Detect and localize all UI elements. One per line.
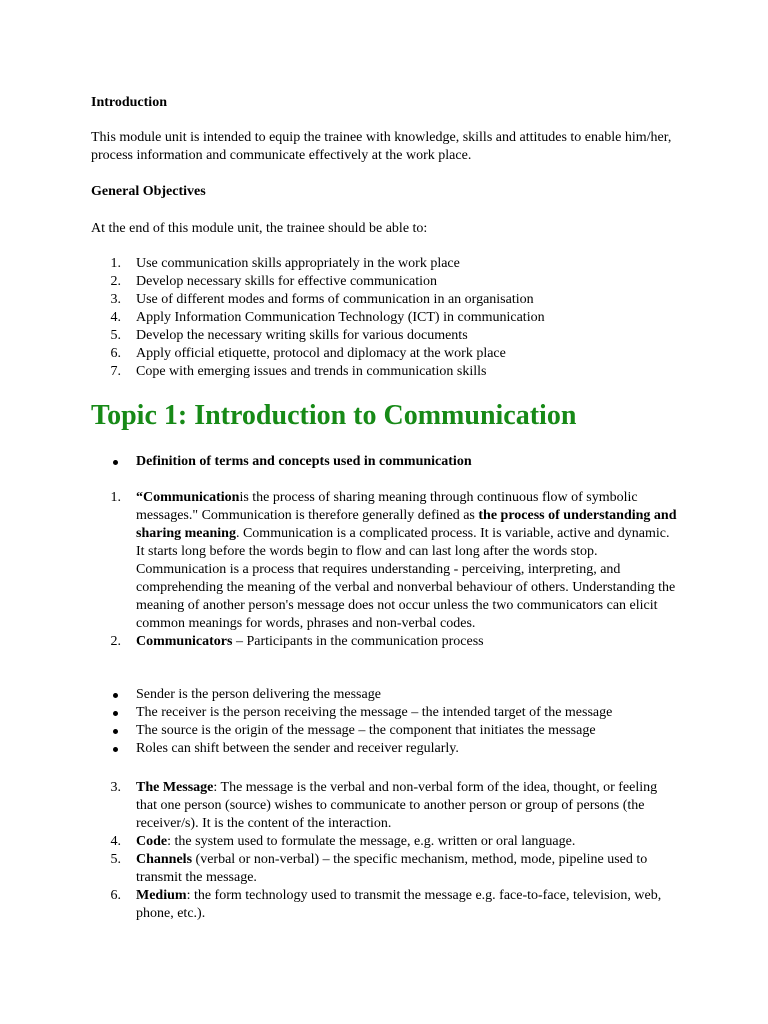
list-item: 2. Develop necessary skills for effective communication [110, 274, 438, 289]
list-item: 7. Cope with emerging issues and trends in communication skills [110, 364, 487, 379]
bullet-icon [113, 711, 118, 716]
list-item: 2. Communicators – Participants in the communication process [110, 634, 484, 649]
list-item: Sender is the person delivering the message [91, 686, 681, 704]
list-item: 3. The Message: The message is the verbal and non-verbal form of the idea, thought, or feeling that one person (source) wishes to communicate to another person or group of persons (the receiver/s). It is the content of the interaction. [110, 780, 658, 831]
list-item: 4. Apply Information Communication Technology (ICT) in communication [110, 310, 545, 325]
list-item: 1. “Communicationis the process of sharing meaning through continuous flow of symbolic messages." Communication is therefore generally defined as the process of understanding and sharing meaning. Communication is a complicated process. It is variable, active and dynamic. It starts long before the words begin to flow and can last long after the words stop. Communication is a process that requires understanding - perceiving, interpreting, and comprehending the meaning of the verbal and nonverbal behaviour of others. Understanding the meaning of another person's message does not occur unless the two communicators can elicit common meanings for words, phrases and non-verbal codes. [110, 490, 677, 631]
topic-title: Topic 1: Introduction to Communication [91, 400, 577, 431]
term-label: The Message [136, 780, 214, 795]
list-item: The source is the origin of the message – the component that initiates the message [91, 722, 681, 740]
list-item: 5. Develop the necessary writing skills for various documents [110, 328, 468, 343]
objectives-heading: General Objectives [91, 184, 206, 199]
bullet-icon [113, 729, 118, 734]
introduction-text: This module unit is intended to equip the trainee with knowledge, skills and attitudes to enable him/her, process information and communicate effectively at the work place. [91, 130, 672, 163]
topic-bullet-list [91, 453, 681, 471]
list-item: Definition of terms and concepts used in communication [91, 453, 681, 471]
bullet-icon [113, 693, 118, 698]
introduction-heading: Introduction [91, 95, 167, 110]
list-item: 4. Code: the system used to formulate the message, e.g. written or oral language. [110, 834, 576, 849]
bullet-icon [113, 460, 118, 465]
term-label: “Communication [136, 490, 240, 505]
list-item: 6. Medium: the form technology used to transmit the message e.g. face-to-face, television, web, phone, etc.). [110, 888, 662, 921]
list-item: 6. Apply official etiquette, protocol and diplomacy at the work place [110, 346, 506, 361]
objectives-lead: At the end of this module unit, the trainee should be able to: [91, 221, 428, 236]
list-item: 5. Channels (verbal or non-verbal) – the specific mechanism, method, mode, pipeline used to transmit the message. [110, 852, 648, 885]
term-label: Communicators [136, 634, 233, 649]
list-item: Roles can shift between the sender and receiver regularly. [91, 740, 681, 758]
terms-list-a [91, 489, 681, 651]
term-label: Channels [136, 852, 193, 867]
bullet-icon [113, 747, 118, 752]
terms-list-b [91, 779, 681, 923]
list-item: The receiver is the person receiving the message – the intended target of the message [91, 704, 681, 722]
term-label: Code [136, 834, 168, 849]
objectives-list [91, 255, 681, 381]
roles-list [91, 686, 681, 758]
term-label: Medium [136, 888, 187, 903]
list-item: 3. Use of different modes and forms of communication in an organisation [110, 292, 534, 307]
list-item: 1. Use communication skills appropriately in the work place [110, 256, 460, 271]
